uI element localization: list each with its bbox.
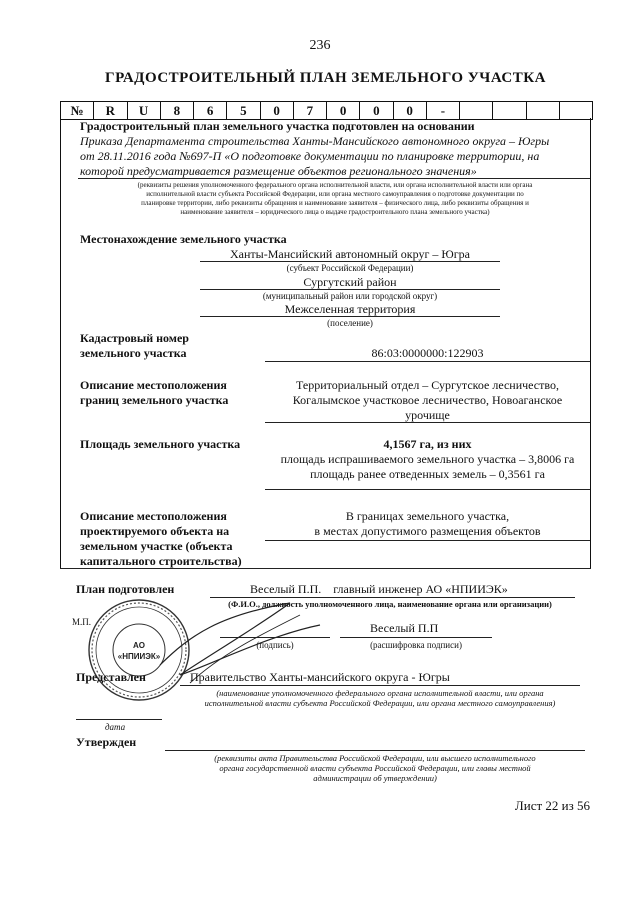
number-cell: 6: [194, 102, 227, 119]
presented-note-2: исполнительной власти субъекта Российской Федерации, или органа местного самоуправления): [204, 698, 556, 708]
basis-note-4: наименование заявителя – юридического лица о выдаче градостроительного плана земельного участка): [180, 208, 490, 216]
prepared-note: (Ф.И.О., должность уполномоченного лица, наименование органа или организации): [228, 599, 552, 609]
boundaries-value-2: Когалымское участковое лесничество, Новоаганское: [292, 393, 563, 407]
area-label: Площадь земельного участка: [80, 437, 241, 451]
basis-note-1: (реквизиты решения уполномоченного федерального органа исполнительной власти, или органа исполнительной власти или органа: [137, 181, 533, 189]
location-settlement: Межселенная территория: [284, 302, 416, 316]
number-cell: 0: [360, 102, 393, 119]
number-cell: [527, 102, 560, 119]
basis-note-2: исполнительной власти субъекта Российской Федерации, или органа местного самоуправления о подготовке документации по: [146, 190, 524, 198]
prepared-label: План подготовлен: [76, 582, 175, 596]
basis-heading: Градостроительный план земельного участка подготовлен на основании: [80, 119, 475, 133]
approved-note-3: администрации об утверждении): [313, 773, 437, 783]
project-label-4: капитального строительства): [80, 554, 242, 568]
prepared-value: Веселый П.П. главный инженер АО «НПИИЭК»: [250, 582, 508, 596]
plan-number-row: [60, 101, 593, 120]
number-cell: 0: [394, 102, 427, 119]
boundaries-value-3: урочище: [405, 408, 450, 422]
location-settlement-note: (поселение): [327, 318, 373, 328]
basis-line-1: Приказа Департамента строительства Ханты-Мансийского автономного округа – Югры: [80, 134, 550, 148]
location-subject-note: (субъект Российской Федерации): [286, 263, 414, 273]
location-subject: Ханты-Мансийский автономный округ – Югра: [230, 247, 470, 261]
number-cell: 8: [161, 102, 194, 119]
cadastral-number: 86:03:0000000:122903: [371, 346, 484, 360]
presented-note-1: (наименование уполномоченного федерального органа исполнительной власти, или органа: [216, 688, 544, 698]
number-cell: 0: [261, 102, 294, 119]
number-cell: R: [94, 102, 127, 119]
project-label-2: проектируемого объекта на: [80, 524, 230, 538]
project-value-1: В границах земельного участка,: [345, 509, 510, 523]
project-label-3: земельном участке (объекта: [80, 539, 233, 553]
area-value-3: площадь ранее отведенных земель – 0,3561 га: [310, 467, 545, 481]
decoding-note: (расшифровка подписи): [370, 640, 462, 650]
approved-note-2: органа государственной власти субъекта Российской Федерации, или главы местной: [219, 763, 531, 773]
area-value-1: 4,1567 га, из них: [383, 437, 472, 451]
decoding-name: Веселый П.П: [370, 621, 439, 635]
stamp-text-2: «НПИИЭК»: [117, 652, 161, 661]
boundaries-label-2: границ земельного участка: [80, 393, 229, 407]
number-cell: -: [427, 102, 460, 119]
number-cell: [560, 102, 592, 119]
signature-note: (подпись): [256, 640, 294, 650]
approved-label: Утвержден: [76, 735, 137, 749]
number-cell: 5: [227, 102, 260, 119]
location-heading: Местонахождение земельного участка: [80, 232, 287, 246]
mp-label: М.П.: [72, 617, 92, 627]
boundaries-value-1: Территориальный отдел – Сургутское лесничество,: [296, 378, 559, 392]
page-number: 236: [309, 38, 331, 53]
number-cell: 0: [327, 102, 360, 119]
location-district-note: (муниципальный район или городской округ): [262, 291, 438, 301]
stamp-text-1: АО: [133, 641, 145, 650]
page-title: ГРАДОСТРОИТЕЛЬНЫЙ ПЛАН ЗЕМЕЛЬНОГО УЧАСТКА: [105, 70, 546, 86]
basis-line-3: которой предусматривается размещение объектов регионального значения»: [80, 164, 477, 178]
sheet-number: Лист 22 из 56: [514, 798, 590, 813]
cadastral-label-1: Кадастровый номер: [80, 331, 189, 345]
basis-note-3: планировке территории, либо реквизиты обращения и наименование заявителя – физического лица, либо реквизиты обращения и: [141, 199, 529, 207]
cadastral-label-2: земельного участка: [80, 346, 187, 360]
number-cell: [460, 102, 493, 119]
presented-label: Представлен: [76, 670, 146, 684]
area-value-2: площадь испрашиваемого земельного участка – 3,8006 га: [280, 452, 575, 466]
number-cell: №: [61, 102, 94, 119]
location-district: Сургутский район: [303, 275, 397, 289]
basis-line-2: от 28.11.2016 года №697-П «О подготовке документации по планировке территории, на: [80, 149, 540, 163]
boundaries-label-1: Описание местоположения: [80, 378, 227, 392]
approved-note-1: (реквизиты акта Правительства Российской Федерации, или высшего исполнительного: [214, 753, 536, 763]
number-cell: [493, 102, 526, 119]
number-cell: U: [128, 102, 161, 119]
project-label-1: Описание местоположения: [80, 509, 227, 523]
presented-value: Правительство Ханты-мансийского округа - Югры: [190, 670, 450, 684]
project-value-2: в местах допустимого размещения объектов: [314, 524, 541, 538]
number-cell: 7: [294, 102, 327, 119]
date-label: дата: [105, 722, 126, 732]
